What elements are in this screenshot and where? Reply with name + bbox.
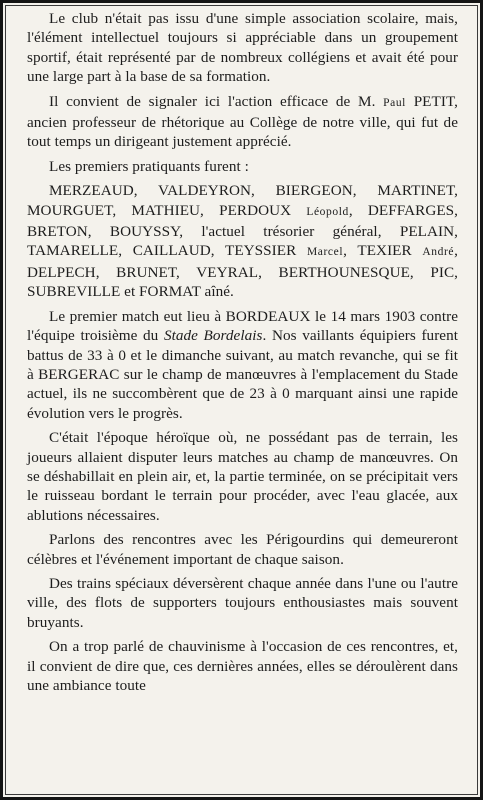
paragraph bbox=[27, 574, 458, 632]
text-segment: , TEXIER bbox=[343, 242, 423, 260]
smallcaps-name: Léopold bbox=[306, 205, 349, 218]
smallcaps-name: Paul bbox=[383, 96, 406, 109]
text-segment: , DELPECH, BRUNET, VEYRAL, BERTHOUNESQUE, PIC, SUBREVILLE et FORMAT aîné. bbox=[27, 242, 458, 301]
paragraph bbox=[27, 530, 458, 569]
text-segment: Parlons des rencontres avec les Périgourdins qui demeureront célèbres et l'événement important de chaque saison. bbox=[27, 531, 458, 568]
text-segment: Le premier match eut lieu à BORDEAUX le 14 mars 1903 contre l'équipe troisième du bbox=[27, 307, 458, 345]
text-segment: Les premiers pratiquants furent : bbox=[49, 157, 249, 175]
paragraph bbox=[27, 157, 458, 176]
paragraph bbox=[27, 92, 458, 152]
italic-text: Stade Bordelais bbox=[163, 327, 263, 345]
smallcaps-name: Marcel bbox=[306, 246, 344, 259]
body-text bbox=[27, 9, 458, 695]
text-segment: On a trop parlé de chauvinisme à l'occasion de ces rencontres, et, il convient de dire que, ces dernières années, elles se déroulèrent dans une ambiance toute bbox=[27, 638, 458, 694]
paragraph bbox=[27, 307, 458, 423]
text-segment: , DEFFARGES, BRETON, BOUYSSY, l'actuel trésorier général, PELAIN, TAMARELLE, CAILLAUD, TEYSSIER bbox=[27, 201, 459, 260]
text-segment: MERZEAUD, VALDEYRON, BIERGEON, MARTINET, MOURGUET, MATHIEU, PERDOUX bbox=[27, 182, 458, 219]
text-segment: Le club n'était pas issu d'une simple association scolaire, mais, l'élément intellectuel toujours si appréciable dans un groupement sportif, était représenté par de nombreux collégiens et avait été pour une large part à la base de sa formation. bbox=[27, 10, 458, 86]
paragraph bbox=[27, 428, 458, 525]
text-segment: Des trains spéciaux déversèrent chaque année dans l'une ou l'autre ville, des flots de supporters toujours enthousiastes mais souvent bruyants. bbox=[27, 574, 458, 631]
paragraph bbox=[27, 9, 458, 87]
paragraph bbox=[27, 181, 458, 301]
text-segment: Il convient de signaler ici l'action efficace de M. bbox=[49, 92, 384, 110]
paragraph bbox=[27, 637, 458, 695]
smallcaps-name: André bbox=[422, 246, 455, 259]
text-segment: C'était l'époque héroïque où, ne possédant pas de terrain, les joueurs allaient disputer leurs matches au champ de manœuvres. On se déshabillait en plein air, et, la partie terminée, on se précipitait vers le ruisseau bordant le terrain pour procéder, avec l'eau glacée, aux ablutions nécessaires. bbox=[27, 429, 458, 524]
text-segment: . Nos vaillants équipiers furent battus de 33 à 0 et le dimanche suivant, au match revanche, qui se fit à BERGERAC sur le champ de manœuvres à l'emplacement du Stade actuel, ils ne succombèrent que de 23 à 0 marquant ainsi une rapide évolution vers le progrès. bbox=[27, 327, 459, 422]
text-segment: PETIT, ancien professeur de rhétorique au Collège de notre ville, qui fut de tout temps un dirigeant justement apprécié. bbox=[27, 92, 458, 151]
